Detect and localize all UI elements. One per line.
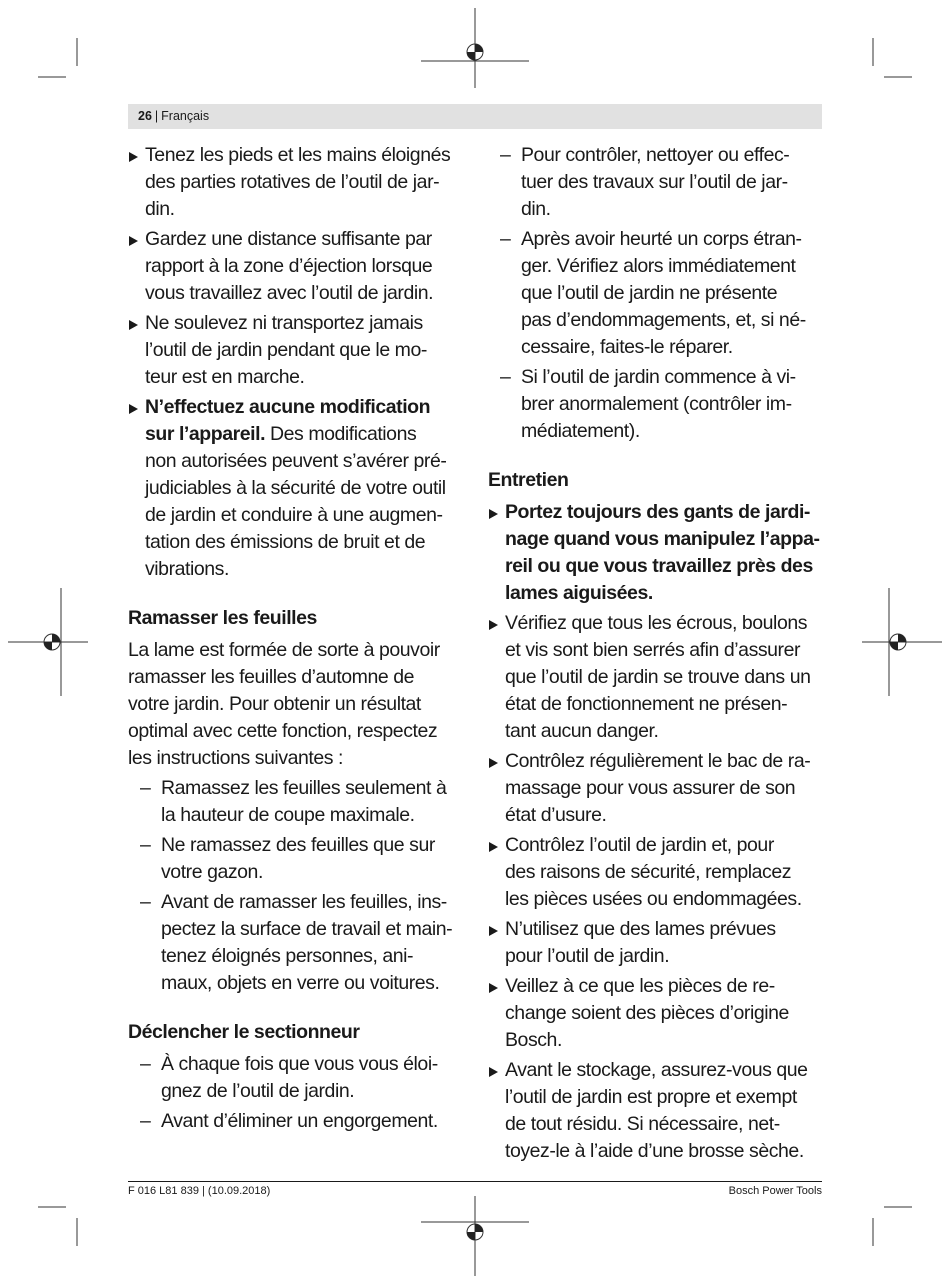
section-heading: Entretien — [488, 469, 569, 491]
bullet-item — [488, 748, 824, 829]
text-line: toyez-le à l’aide d’une brosse sèche. — [505, 1140, 804, 1162]
dash-marker: – — [500, 228, 511, 250]
text-line: Bosch. — [505, 1029, 562, 1051]
bullet-triangle-icon — [489, 1067, 498, 1077]
footer-rule — [128, 1181, 822, 1182]
text-line: tenez éloignés personnes, ani- — [161, 945, 414, 967]
text-line: din. — [521, 198, 551, 220]
text-line: tuer des travaux sur l’outil de jar- — [521, 171, 788, 193]
bold-text-span: sur l’appareil. — [145, 423, 266, 445]
text-line: Contrôlez régulièrement le bac de ra- — [505, 750, 811, 772]
page-number: 26 — [138, 109, 152, 123]
right-column — [488, 142, 824, 1168]
text-line: l’outil de jardin est propre et exempt — [505, 1086, 797, 1108]
text-line: non autorisées peuvent s’avérer pré- — [145, 450, 447, 472]
dash-item — [128, 1051, 464, 1105]
bullet-triangle-icon — [489, 926, 498, 936]
text-line: l’outil de jardin pendant que le mo- — [145, 339, 427, 361]
text-line: ramasser les feuilles d’automne de — [128, 666, 415, 688]
text-line: état d’usure. — [505, 804, 607, 826]
bullet-item-warning — [128, 394, 464, 583]
text-line: vous travaillez avec l’outil de jardin. — [145, 282, 434, 304]
footer-doc-code: F 016 L81 839 | (10.09.2018) — [128, 1185, 271, 1197]
header-language: Français — [161, 109, 210, 123]
text-line: de jardin et conduire à une augmen- — [145, 504, 443, 526]
bullet-triangle-icon — [129, 320, 138, 330]
text-line: Ne ramassez des feuilles que sur — [161, 834, 435, 856]
text-line: change soient des pièces d’origine — [505, 1002, 789, 1024]
text-line: pour l’outil de jardin. — [505, 945, 670, 967]
dash-item — [128, 775, 464, 829]
text-line: pectez la surface de travail et main- — [161, 918, 453, 940]
text-line: la hauteur de coupe maximale. — [161, 804, 415, 826]
bullet-triangle-icon — [489, 983, 498, 993]
bullet-triangle-icon — [129, 404, 138, 414]
text-line: massage pour vous assurer de son — [505, 777, 796, 799]
dash-item — [488, 364, 824, 445]
text-line: et vis sont bien serrés afin d’assurer — [505, 639, 801, 661]
bold-text-line: nage quand vous manipulez l’appa- — [505, 528, 820, 550]
text-line: La lame est formée de sorte à pouvoir — [128, 639, 440, 661]
text-line: À chaque fois que vous vous éloi- — [161, 1053, 438, 1075]
text-line: maux, objets en verre ou voitures. — [161, 972, 440, 994]
text-line: médiatement). — [521, 420, 640, 442]
text-line: din. — [145, 198, 175, 220]
bullet-item — [488, 832, 824, 913]
bullet-triangle-icon — [489, 758, 498, 768]
text-line: de tout résidu. Si nécessaire, net- — [505, 1113, 780, 1135]
footer-brand: Bosch Power Tools — [728, 1185, 822, 1197]
bullet-triangle-icon — [129, 152, 138, 162]
text-line: des raisons de sécurité, remplacez — [505, 861, 792, 883]
text-line: rapport à la zone d’éjection lorsque — [145, 255, 433, 277]
text-line: Avant le stockage, assurez-vous que — [505, 1059, 808, 1081]
bullet-item — [488, 610, 824, 745]
text-line: Avant d’éliminer un engorgement. — [161, 1110, 438, 1132]
text-line: Contrôlez l’outil de jardin et, pour — [505, 834, 774, 856]
text-line: des parties rotatives de l’outil de jar- — [145, 171, 440, 193]
text-line: optimal avec cette fonction, respectez — [128, 720, 438, 742]
text-line: teur est en marche. — [145, 366, 305, 388]
text-line: Ne soulevez ni transportez jamais — [145, 312, 423, 334]
bold-text-line: lames aiguisées. — [505, 582, 653, 604]
bullet-item — [128, 226, 464, 307]
paragraph — [128, 637, 464, 772]
dash-item — [128, 1108, 464, 1135]
text-line: tant aucun danger. — [505, 720, 659, 742]
text-line: état de fonctionnement ne présen- — [505, 693, 788, 715]
text-line: judiciables à la sécurité de votre outil — [145, 477, 446, 499]
dash-marker: – — [140, 1053, 151, 1075]
bullet-item-warning — [488, 499, 824, 607]
page-header-band — [128, 104, 822, 129]
left-column — [128, 142, 464, 1138]
bullet-item — [488, 1057, 824, 1165]
header-separator: | — [154, 109, 159, 123]
bullet-item — [488, 973, 824, 1054]
text-line: Avant de ramasser les feuilles, ins- — [161, 891, 447, 913]
bullet-item — [488, 916, 824, 970]
text-line: Si l’outil de jardin commence à vi- — [521, 366, 796, 388]
bullet-triangle-icon — [489, 620, 498, 630]
text-span: Des modifications — [265, 423, 417, 445]
section-heading: Déclencher le sectionneur — [128, 1021, 360, 1043]
bold-text-line: reil ou que vous travaillez près des — [505, 555, 813, 577]
dash-marker: – — [500, 144, 511, 166]
text-line: Tenez les pieds et les mains éloignés — [145, 144, 451, 166]
bullet-item — [128, 142, 464, 223]
dash-marker: – — [140, 1110, 151, 1132]
bullet-triangle-icon — [489, 842, 498, 852]
text-line: Vérifiez que tous les écrous, boulons — [505, 612, 808, 634]
section-heading: Ramasser les feuilles — [128, 607, 317, 629]
text-line: que l’outil de jardin ne présente — [521, 282, 778, 304]
text-line: Gardez une distance suffisante par — [145, 228, 432, 250]
dash-marker: – — [500, 366, 511, 388]
text-line: votre jardin. Pour obtenir un résultat — [128, 693, 421, 715]
text-line: brer anormalement (contrôler im- — [521, 393, 792, 415]
text-line: pas d’endommagements, et, si né- — [521, 309, 806, 331]
bullet-item — [128, 310, 464, 391]
text-line: Veillez à ce que les pièces de re- — [505, 975, 775, 997]
text-line: cessaire, faites-le réparer. — [521, 336, 733, 358]
text-line: N’utilisez que des lames prévues — [505, 918, 776, 940]
page-header — [138, 108, 209, 125]
text-line: les instructions suivantes : — [128, 747, 344, 769]
text-line: gnez de l’outil de jardin. — [161, 1080, 355, 1102]
dash-marker: – — [140, 834, 151, 856]
text-line: que l’outil de jardin se trouve dans un — [505, 666, 811, 688]
text-line: ger. Vérifiez alors immédiatement — [521, 255, 796, 277]
dash-marker: – — [140, 777, 151, 799]
dash-item — [488, 226, 824, 361]
bold-text-line: Portez toujours des gants de jardi- — [505, 501, 810, 523]
bold-text-line: N’effectuez aucune modification — [145, 396, 431, 418]
text-line: votre gazon. — [161, 861, 263, 883]
text-line: les pièces usées ou endommagées. — [505, 888, 802, 910]
text-line: Ramassez les feuilles seulement à — [161, 777, 447, 799]
bullet-triangle-icon — [489, 509, 498, 519]
dash-item — [488, 142, 824, 223]
dash-item — [128, 832, 464, 886]
dash-item — [128, 889, 464, 997]
text-line: Pour contrôler, nettoyer ou effec- — [521, 144, 790, 166]
text-line: vibrations. — [145, 558, 229, 580]
dash-marker: – — [140, 891, 151, 913]
text-line: Après avoir heurté un corps étran- — [521, 228, 802, 250]
text-line: tation des émissions de bruit et de — [145, 531, 426, 553]
bullet-triangle-icon — [129, 236, 138, 246]
